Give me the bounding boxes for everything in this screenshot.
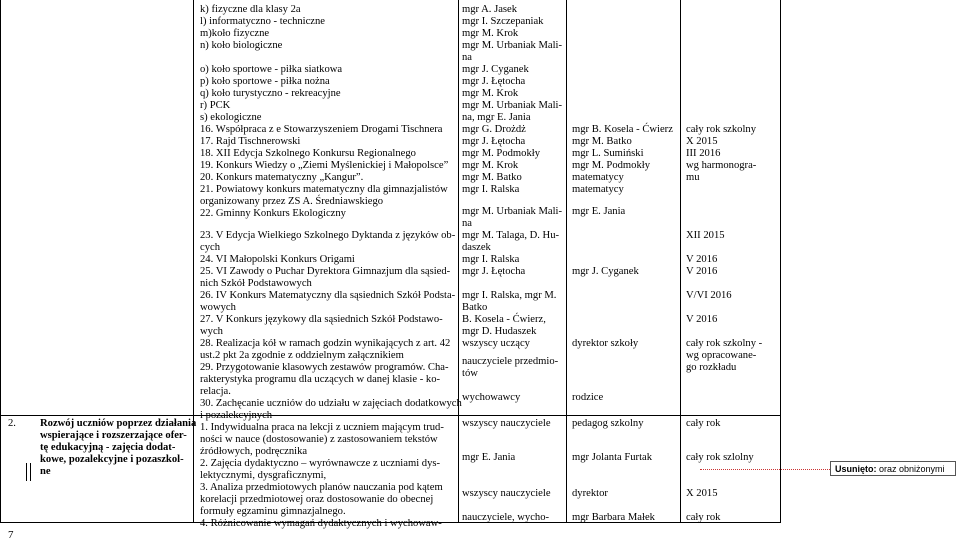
responsible-line: mgr J. Łętocha — [462, 76, 526, 87]
row-divider — [0, 415, 781, 416]
responsible-line: nauczyciele, wycho- — [462, 512, 550, 523]
date-line: wg harmonogra- — [686, 160, 757, 171]
cooperation-line: matematycy — [572, 172, 624, 183]
responsible-line: mgr D. Hudaszek — [462, 326, 537, 337]
cooperation-line: mgr Jolanta Furtak — [572, 452, 653, 463]
date-line: V/VI 2016 — [686, 290, 732, 301]
activity-line: r) PCK — [200, 100, 231, 111]
section-title-line: kowe, pozalekcyjne i pozaszkol- — [40, 454, 184, 465]
responsible-line: Batko — [462, 302, 488, 313]
date-line: X 2015 — [686, 488, 718, 499]
responsible-line: wszyscy nauczyciele — [462, 488, 551, 499]
activity-line: 21. Powiatowy konkurs matematyczny dla gimnazjalistów — [200, 184, 448, 195]
activity-line: n) koło biologiczne — [200, 40, 283, 51]
activity-line: rakterystyka programu dla uczących w danej klasie - ko- — [200, 374, 441, 385]
cooperation-line: mgr Barbara Małek — [572, 512, 655, 523]
cooperation-line: mgr E. Jania — [572, 206, 626, 217]
activity-line: cych — [200, 242, 220, 253]
activity-line: s) ekologiczne — [200, 112, 262, 123]
cooperation-line: mgr M. Podmokły — [572, 160, 650, 171]
date-line: go rozkładu — [686, 362, 737, 373]
table-border-right — [780, 0, 781, 522]
activity-line: wowych — [200, 302, 236, 313]
date-line: wg opracowane- — [686, 350, 757, 361]
activity-line: korelacji przedmiotowej oraz dostosowanie do obecnej — [200, 494, 434, 505]
activity-line: 4. Różnicowanie wymagań dydaktycznych i wychowaw- — [200, 518, 442, 529]
section-title-line: ne — [40, 466, 51, 477]
responsible-line: mgr M. Batko — [462, 172, 522, 183]
comment-text: oraz obniżonymi — [879, 464, 945, 474]
section-number: 2. — [8, 418, 16, 429]
activity-line: 19. Konkurs Wiedzy o „Ziemi Myślenickiej i Małopolsce” — [200, 160, 449, 171]
activity-line: 27. V Konkurs językowy dla sąsiednich Szkół Podstawo- — [200, 314, 443, 325]
cooperation-line: pedagog szkolny — [572, 418, 644, 429]
activity-line: 28. Realizacja kół w ramach godzin wynikających z art. 42 — [200, 338, 451, 349]
activity-line: 2. Zajęcia dydaktyczno – wyrównawcze z uczniami dys- — [200, 458, 441, 469]
table-border-col1 — [193, 0, 194, 522]
date-line: cały rok szkolny — [686, 124, 757, 135]
responsible-line: mgr M. Podmokły — [462, 148, 540, 159]
activity-line: 30. Zachęcanie uczniów do udziału w zajęciach dodatkowych — [200, 398, 462, 409]
activity-line: 26. IV Konkurs Matematyczny dla sąsiednich Szkół Podsta- — [200, 290, 456, 301]
date-line: cały rok — [686, 418, 721, 429]
table-border-col4 — [680, 0, 681, 522]
activity-line: 3. Analiza przedmiotowych planów nauczania pod kątem — [200, 482, 443, 493]
date-line: X 2015 — [686, 136, 718, 147]
responsible-line: mgr I. Ralska — [462, 184, 520, 195]
activity-line: 18. XII Edycja Szkolnego Konkursu Regionalnego — [200, 148, 416, 159]
cooperation-line: mgr L. Sumiński — [572, 148, 644, 159]
activity-line: 24. VI Małopolski Konkurs Origami — [200, 254, 355, 265]
responsible-line: na, mgr E. Jania — [462, 112, 531, 123]
cooperation-line: rodzice — [572, 392, 604, 403]
activity-line: 17. Rajd Tischnerowski — [200, 136, 301, 147]
responsible-line: mgr I. Ralska, mgr M. — [462, 290, 557, 301]
responsible-line: mgr I. Ralska — [462, 254, 520, 265]
responsible-line: mgr J. Cyganek — [462, 64, 529, 75]
responsible-line: mgr M. Krok — [462, 28, 519, 39]
activity-line: lektycznymi, dysgraficznymi, — [200, 470, 327, 481]
change-bar — [26, 463, 27, 481]
activity-line: organizowany przez ZS A. Średniawskiego — [200, 196, 384, 207]
responsible-line: wszyscy uczący — [462, 338, 530, 349]
activity-line: wych — [200, 326, 223, 337]
comment-label: Usunięto: — [835, 464, 877, 474]
responsible-line: mgr A. Jasek — [462, 4, 518, 15]
activity-line: q) koło turystyczno - rekreacyjne — [200, 88, 341, 99]
activity-line: relacja. — [200, 386, 231, 397]
responsible-line: mgr M. Urbaniak Mali- — [462, 100, 563, 111]
activity-line: m)koło fizyczne — [200, 28, 270, 39]
activity-line: 16. Współpraca z e Stowarzyszeniem Drogami Tischnera — [200, 124, 443, 135]
responsible-line: na — [462, 218, 472, 229]
responsible-line: mgr M. Krok — [462, 88, 519, 99]
date-line: cały rok szkolny - — [686, 338, 763, 349]
activity-line: ust.2 pkt 2a zgodnie z oddzielnym załącznikiem — [200, 350, 404, 361]
responsible-line: mgr E. Jania — [462, 452, 516, 463]
activity-line: o) koło sportowe - piłka siatkowa — [200, 64, 343, 75]
page-number: 7 — [8, 529, 14, 541]
responsible-line: mgr I. Szczepaniak — [462, 16, 544, 27]
date-line: III 2016 — [686, 148, 721, 159]
activity-line: 23. V Edycja Wielkiego Szkolnego Dyktanda z języków ob- — [200, 230, 456, 241]
responsible-line: B. Kosela - Ćwierz, — [462, 314, 546, 325]
responsible-line: wszyscy nauczyciele — [462, 418, 551, 429]
responsible-line: na — [462, 52, 472, 63]
responsible-line: mgr J. Łętocha — [462, 266, 526, 277]
date-line: cały rok szlolny — [686, 452, 754, 463]
activity-line: p) koło sportowe - piłka nożna — [200, 76, 330, 87]
activity-line: źródłowych, podręcznika — [200, 446, 308, 457]
cooperation-line: mgr M. Batko — [572, 136, 632, 147]
activity-line: i pozalekcyjnych — [200, 410, 273, 421]
cooperation-line: dyrektor — [572, 488, 608, 499]
activity-line: 29. Przygotowanie klasowych zestawów programów. Cha- — [200, 362, 449, 373]
responsible-line: daszek — [462, 242, 491, 253]
section-title-line: tę edukacyjną - zajęcia dodat- — [40, 442, 176, 453]
date-line: V 2016 — [686, 254, 718, 265]
activity-line: 25. VI Zawody o Puchar Dyrektora Gimnazjum dla sąsied- — [200, 266, 451, 277]
responsible-line: nauczyciele przedmio- — [462, 356, 559, 367]
activity-line: 22. Gminny Konkurs Ekologiczny — [200, 208, 346, 219]
activity-line: formuły egzaminu gimnazjalnego. — [200, 506, 346, 517]
comment-connector — [700, 469, 830, 470]
activity-line: 20. Konkurs matematyczny „Kangur”. — [200, 172, 364, 183]
cooperation-line: matematycy — [572, 184, 624, 195]
tracked-change-balloon[interactable] — [830, 461, 956, 476]
activity-line: nich Szkół Podstawowych — [200, 278, 312, 289]
responsible-line: mgr M. Talaga, D. Hu- — [462, 230, 560, 241]
date-line: V 2016 — [686, 266, 718, 277]
responsible-line: mgr M. Urbaniak Mali- — [462, 40, 563, 51]
table-border-col2 — [458, 0, 459, 522]
responsible-line: mgr M. Urbaniak Mali- — [462, 206, 563, 217]
table-border-left — [0, 0, 1, 522]
activity-line: ności w nauce (dostosowanie) z zastosowaniem tekstów — [200, 434, 438, 445]
responsible-line: mgr J. Łętocha — [462, 136, 526, 147]
responsible-line: mgr G. Drożdż — [462, 124, 526, 135]
date-line: XII 2015 — [686, 230, 725, 241]
activity-line: 1. Indywidualna praca na lekcji z uczniem mającym trud- — [200, 422, 444, 433]
cooperation-line: mgr J. Cyganek — [572, 266, 639, 277]
cooperation-line: dyrektor szkoły — [572, 338, 639, 349]
section-title-line: wspierające i rozszerzające ofer- — [40, 430, 187, 441]
responsible-line: tów — [462, 368, 478, 379]
table-border-col3 — [566, 0, 567, 522]
cooperation-line: mgr B. Kosela - Ćwierz — [572, 124, 673, 135]
activity-line: l) informatyczno - techniczne — [200, 16, 326, 27]
date-line: mu — [686, 172, 700, 183]
section-title-line: Rozwój uczniów poprzez działania — [40, 418, 197, 429]
responsible-line: wychowawcy — [462, 392, 521, 403]
activity-line: k) fizyczne dla klasy 2a — [200, 4, 301, 15]
date-line: V 2016 — [686, 314, 718, 325]
date-line: cały rok — [686, 512, 721, 523]
change-bar — [30, 463, 31, 481]
responsible-line: mgr M. Krok — [462, 160, 519, 171]
